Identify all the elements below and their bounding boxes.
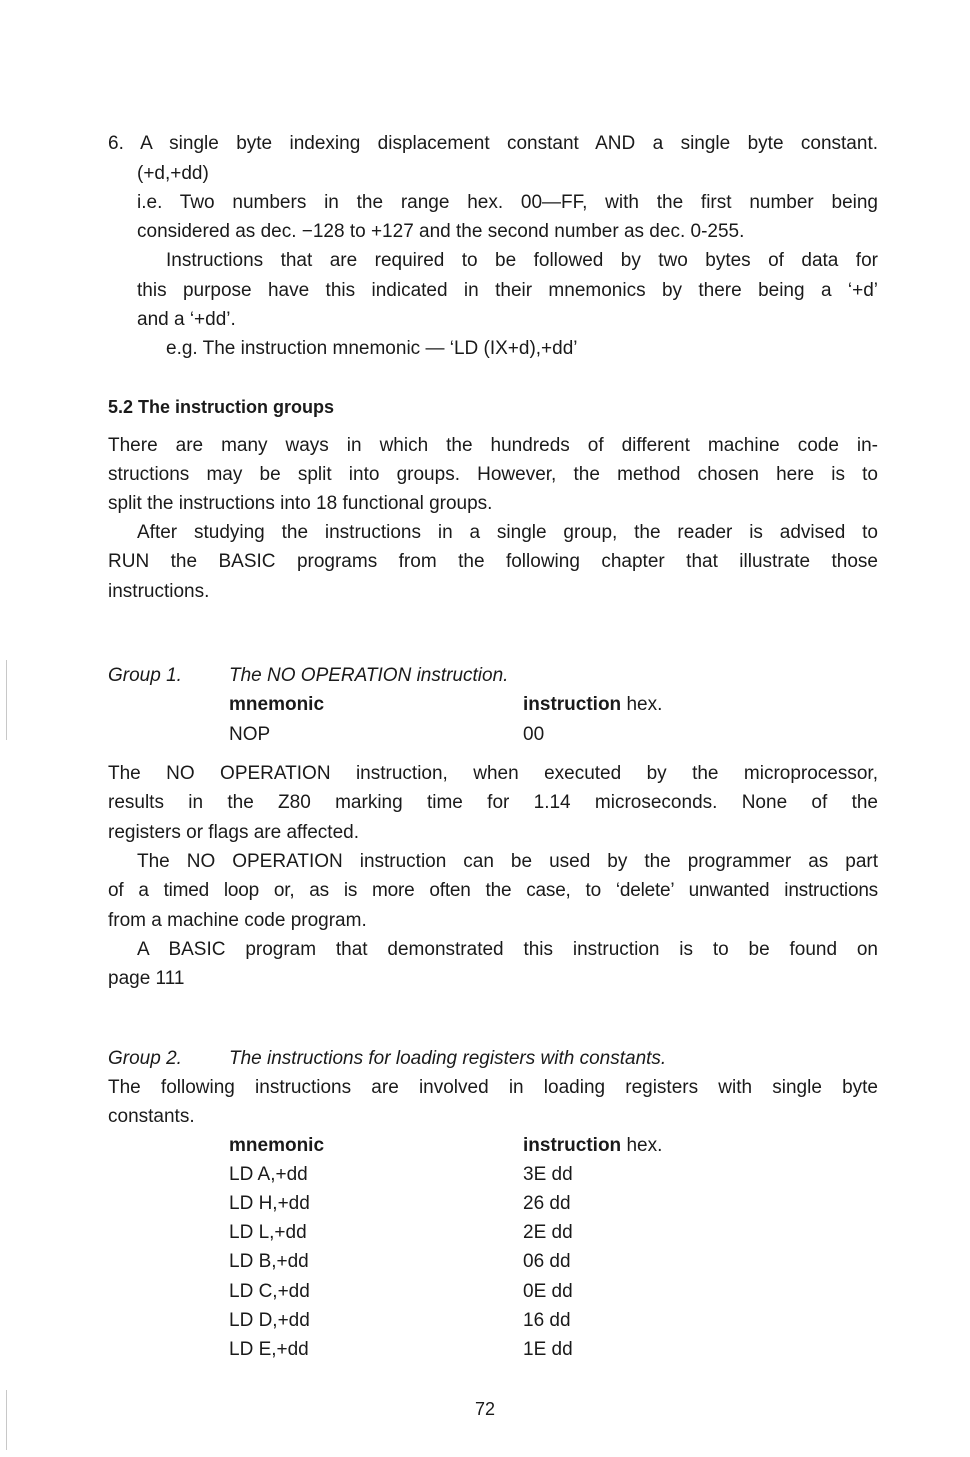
mnemonic-header: mnemonic	[229, 1135, 325, 1156]
item6-line-4: considered as dec. −128 to +127 and the second number as dec. 0-255.	[137, 221, 745, 242]
section-line-2: structions may be split into groups. However, the method chosen here is to	[108, 464, 878, 485]
group1-line-1: The NO OPERATION instruction, when executed by the microprocessor,	[108, 763, 878, 784]
item6-line-2: (+d,+dd)	[137, 163, 209, 184]
item6-line-5: Instructions that are required to be followed by two bytes of data for	[166, 250, 878, 271]
mnemonic-cell: LD C,+dd	[229, 1281, 310, 1302]
hex-cell: 16 dd	[523, 1310, 571, 1331]
group2-line-2: constants.	[108, 1106, 195, 1127]
group2-title: The instructions for loading registers with constants.	[229, 1048, 667, 1069]
hex-cell: 06 dd	[523, 1251, 571, 1272]
group2-label: Group 2.	[108, 1048, 182, 1069]
mnemonic-cell: LD D,+dd	[229, 1310, 310, 1331]
hex-cell: 26 dd	[523, 1193, 571, 1214]
group1-line-7: A BASIC program that demonstrated this instruction is to be found on	[137, 939, 878, 960]
group1-title: The NO OPERATION instruction.	[229, 665, 509, 686]
mnemonic-cell: LD B,+dd	[229, 1251, 309, 1272]
mnemonic-cell: LD L,+dd	[229, 1222, 307, 1243]
section-line-1: There are many ways in which the hundreds of different machine code in-	[108, 435, 878, 456]
group1-line-4: The NO OPERATION instruction can be used by the programmer as part	[137, 851, 878, 872]
group1-line-6: from a machine code program.	[108, 910, 367, 931]
item6-line-1: 6. A single byte indexing displacement constant AND a single byte constant.	[108, 133, 878, 154]
hex-cell: 3E dd	[523, 1164, 573, 1185]
group1-line-8: page 111	[108, 968, 185, 989]
instruction-header: instruction	[523, 694, 622, 715]
group1-line-2: results in the Z80 marking time for 1.14 microseconds. None of the	[108, 792, 878, 813]
item6-line-8: e.g. The instruction mnemonic — ‘LD (IX+d),+dd’	[166, 338, 578, 359]
scan-edge-mark	[6, 660, 7, 740]
section-line-6: instructions.	[108, 581, 210, 602]
page-number: 72	[474, 1399, 496, 1419]
item6-line-6: this purpose have this indicated in their mnemonics by there being a ‘+d’	[137, 280, 878, 301]
mnemonic-cell: LD E,+dd	[229, 1339, 309, 1360]
group1-label: Group 1.	[108, 665, 182, 686]
hex-cell: 00	[523, 724, 545, 745]
hex-cell: 2E dd	[523, 1222, 573, 1243]
section-heading: 5.2 The instruction groups	[108, 397, 335, 417]
section-line-5: RUN the BASIC programs from the following chapter that illustrate those	[108, 551, 878, 572]
item6-line-7: and a ‘+dd’.	[137, 309, 236, 330]
hex-cell: 1E dd	[523, 1339, 573, 1360]
mnemonic-cell: NOP	[229, 724, 271, 745]
group1-line-5: of a timed loop or, as is more often the case, to ‘delete’ unwanted instructions	[108, 880, 878, 901]
hex-cell: 0E dd	[523, 1281, 573, 1302]
group2-line-1: The following instructions are involved in loading registers with single byte	[108, 1077, 878, 1098]
section-line-3: split the instructions into 18 functional groups.	[108, 493, 493, 514]
hex-header: hex.	[626, 694, 663, 715]
hex-header: hex.	[626, 1135, 663, 1156]
mnemonic-header: mnemonic	[229, 694, 325, 715]
group1-line-3: registers or flags are affected.	[108, 822, 359, 843]
mnemonic-cell: LD A,+dd	[229, 1164, 308, 1185]
instruction-header: instruction	[523, 1135, 622, 1156]
item6-line-3: i.e. Two numbers in the range hex. 00—FF, with the first number being	[137, 192, 878, 213]
mnemonic-cell: LD H,+dd	[229, 1193, 310, 1214]
section-line-4: After studying the instructions in a single group, the reader is advised to	[137, 522, 878, 543]
